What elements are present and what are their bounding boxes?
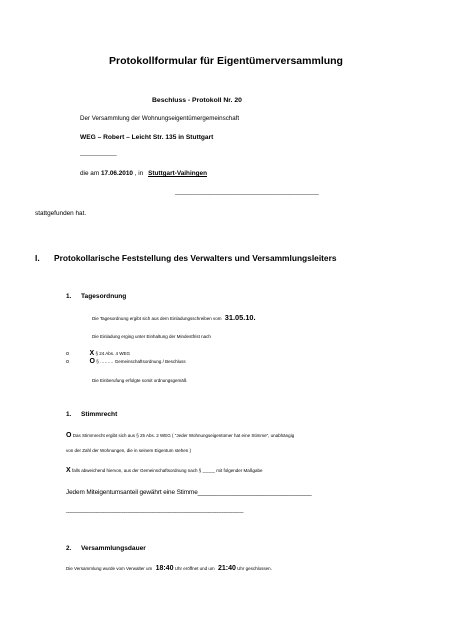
list-bullet: o <box>66 351 70 357</box>
duration-text-3: Uhr geschlossen. <box>237 566 272 571</box>
section-numeral: I. <box>35 253 40 263</box>
option-mark-x: X <box>89 350 95 357</box>
agenda-text <box>92 313 256 322</box>
beschluss-heading: Beschluss - Protokoll Nr. 20 <box>152 97 242 104</box>
blank-line-3: ____________________________________________________________________________ <box>66 508 244 514</box>
voting-line-1 <box>66 432 294 439</box>
option-mark-o: O <box>89 358 95 365</box>
voting-text-1: Das Stimmrecht ergibt sich aus § 25 Abs. 2 WEG ( "Jeder Wohnungseigentümer hat eine Stimme", unabhängig <box>72 433 295 438</box>
agenda-text-1: Die Tagesordnung ergibt sich aus dem Einladungsschreiben vom <box>92 316 222 321</box>
duration-line <box>66 565 272 572</box>
convocation-text: Die Einberufung erfolgte somit ordnungsgemäß <box>92 378 187 383</box>
date-prefix: die am <box>80 170 100 177</box>
item-title: Stimmrecht <box>81 411 118 418</box>
option-mark-o: O <box>66 432 72 439</box>
agenda-date: 31.05.10. <box>224 313 256 322</box>
date-mid: , in <box>134 170 144 177</box>
voting-line-2: von der Zahl der Wohnungen, die in seinem Eigentum stehen ) <box>66 448 191 453</box>
section-title: Protokollarische Feststellung des Verwalters und Versammlungsleiters <box>53 253 337 263</box>
blank-line-1: ____________ <box>80 151 117 157</box>
item-number: 2. <box>66 545 72 552</box>
item-title: Tagesordnung <box>81 293 127 300</box>
option-row-1 <box>66 350 130 357</box>
invitation-text: Die Einladung erging unter Einhaltung der Mindestfrist nach <box>92 334 211 339</box>
duration-text-2: Uhr eröffnet und um <box>174 566 215 571</box>
voting-line-4: Jedem Miteigentumsanteil gewährt eine Stimme_________________________________ <box>66 489 312 496</box>
meeting-date: 17.06.2010 <box>100 170 133 177</box>
option-text: § ……… Gemeinschaftsordnung / Beschluss <box>96 359 186 364</box>
meeting-place: Stuttgart-Vaihingen <box>148 170 207 177</box>
blank-line-2: ____________________________________________________ <box>175 190 319 196</box>
held-text: stattgefunden hat. <box>35 210 87 217</box>
option-mark-x: X <box>66 467 71 474</box>
start-time: 18:40 <box>155 565 174 572</box>
intro-text: Der Versammlung der Wohnungseigentümergemeinschaft <box>80 115 240 122</box>
weg-address: WEG – Robert – Leicht Str. 135 in Stuttgart <box>80 134 214 141</box>
item-title: Versammlungsdauer <box>81 545 146 552</box>
end-time: 21:40 <box>217 565 236 572</box>
option-text: § 24 Abs. 4 WEG <box>95 351 131 356</box>
meeting-date-line <box>80 170 207 177</box>
voting-line-3 <box>66 467 263 474</box>
section-heading <box>35 253 337 263</box>
voting-text-3: falls abweichend hiervon, aus der Gemeinschaftsordnung nach § _____ mit folgender Maßgabe <box>71 468 263 473</box>
list-bullet: o <box>66 359 70 365</box>
document-title: Protokollformular für Eigentümerversammlung <box>109 55 343 67</box>
duration-text-1: Die Versammlung wurde vom Verwalter um <box>66 566 153 571</box>
option-row-2 <box>66 358 186 365</box>
item-number: 1. <box>66 411 72 418</box>
item-number: 1. <box>66 293 72 300</box>
